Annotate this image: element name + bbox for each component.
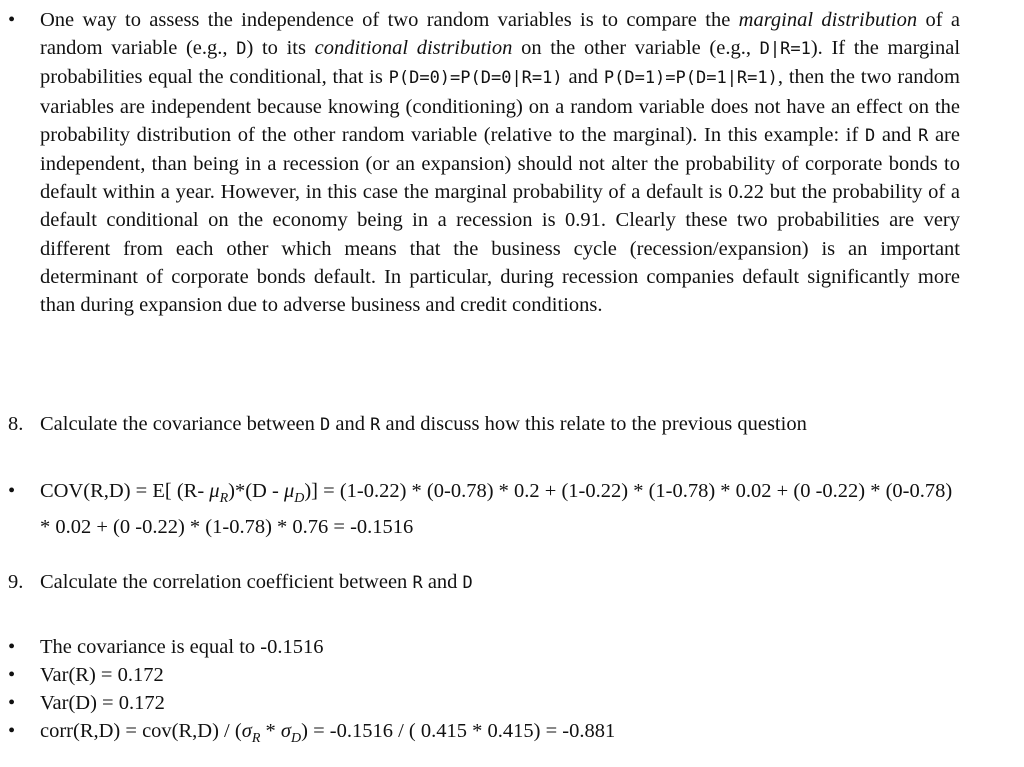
italic-text: σ [241, 720, 252, 742]
text-run: ). If the marginal probabilities equal the conditional, that is [40, 37, 961, 89]
text-run: Calculate the covariance between [40, 413, 321, 435]
text-run: One way to assess the independence of two random variables is to compare the [40, 9, 739, 31]
bullet-icon: • [8, 480, 16, 502]
bullet-icon: • [8, 720, 16, 742]
code-token: D [236, 39, 247, 60]
text-run: corr(R,D) = cov(R,D) / ( [40, 720, 242, 742]
text-run: )*(D - [228, 480, 284, 502]
intro-section [0, 6, 1024, 319]
text-run: Var(D) = 0.172 [40, 692, 165, 714]
code-token: R [412, 573, 423, 593]
text-run: ) to its [246, 37, 315, 60]
italic-text: μ [209, 480, 220, 502]
text-run: and [562, 66, 604, 89]
text-run: The covariance is equal to -0.1516 [40, 636, 324, 658]
covariance-bullet [0, 477, 1024, 542]
text-run: are independent, than being in a recession (or an expansion) should not alter the probability of corporate bonds to default within a year. However, in this case the marginal probability of a default is 0.22 but the probability of a default conditional on the economy being in a recession is 0.91. Clearly these two probabilities are very different from each other which means that the business cycle (recession/expansion) is an important determinant of corporate bonds default. In particular, during recession companies default significantly more than during expansion due to adverse business and credit conditions. [40, 123, 960, 317]
text-run: COV(R,D) = E[ (R- [40, 480, 210, 502]
text-run: Calculate the correlation coefficient between [40, 571, 413, 593]
answer-bullet [0, 661, 1024, 689]
italic-text: conditional distribution [314, 37, 513, 60]
covariance-statement [40, 636, 323, 658]
text-run: and [422, 571, 463, 593]
variance-d [40, 692, 165, 714]
question-8-answer [0, 477, 1024, 542]
text-run: )] = (1-0.22) * (0-0.78) * 0.2 + (1-0.22) * (1-0.78) * 0.02 + (0 -0.22) * (0-0.78) * 0.02 + (0 -0.22) * (1-0.78) * 0.76 = -0.1516 [40, 480, 953, 539]
question-number: 9. [8, 571, 24, 593]
intro-paragraph [40, 9, 960, 316]
text-run: on the other variable (e.g., [512, 37, 760, 60]
intro-bullet [0, 6, 1024, 319]
question-number: 8. [8, 413, 24, 435]
answer-bullet [0, 633, 1024, 661]
question-8-item [0, 410, 1024, 439]
code-token: P(D=0)=P(D=0|R=1) [388, 68, 563, 89]
question-8-text [40, 413, 807, 435]
question-8 [0, 410, 1024, 439]
code-token: D [462, 573, 473, 593]
text-run: and discuss how this relate to the previous question [380, 413, 807, 435]
italic-text: marginal distribution [738, 9, 918, 31]
text-run: * [260, 720, 281, 742]
text-run: , then the two random variables are independent because knowing (conditioning) on a random variable does not have an effect on the probability distribution of the other random variable (relative to the marginal). In this example: if [40, 66, 960, 146]
question-9 [0, 568, 1024, 597]
text-run: Var(R) = 0.172 [40, 664, 164, 686]
text-run: and [875, 123, 919, 146]
code-token: R [918, 125, 929, 146]
code-token: D|R=1 [759, 39, 811, 60]
subscript-text: D [294, 491, 305, 507]
italic-text: μ [283, 480, 295, 502]
bullet-icon: • [8, 9, 16, 31]
subscript-text: D [291, 731, 302, 747]
variance-r [40, 664, 164, 686]
question-9-item [0, 568, 1024, 597]
text-run: of a random variable (e.g., [40, 9, 960, 60]
bullet-icon: • [8, 664, 16, 686]
code-token: R [370, 415, 381, 435]
answer-bullet [0, 717, 1024, 753]
code-token: P(D=1)=P(D=1|R=1) [603, 68, 778, 89]
code-token: D [864, 125, 876, 146]
bullet-icon: • [8, 692, 16, 714]
code-token: D [320, 415, 331, 435]
bullet-icon: • [8, 636, 16, 658]
subscript-text: R [219, 491, 229, 507]
text-run: and [330, 413, 371, 435]
italic-text: σ [280, 720, 292, 742]
answer-bullet [0, 689, 1024, 717]
covariance-formula [40, 480, 952, 538]
text-run: ) = -0.1516 / ( 0.415 * 0.415) = -0.881 [301, 720, 616, 742]
correlation-formula [40, 720, 616, 747]
question-9-answers [0, 633, 1024, 753]
question-9-text [40, 571, 473, 593]
subscript-text: R [251, 731, 261, 747]
